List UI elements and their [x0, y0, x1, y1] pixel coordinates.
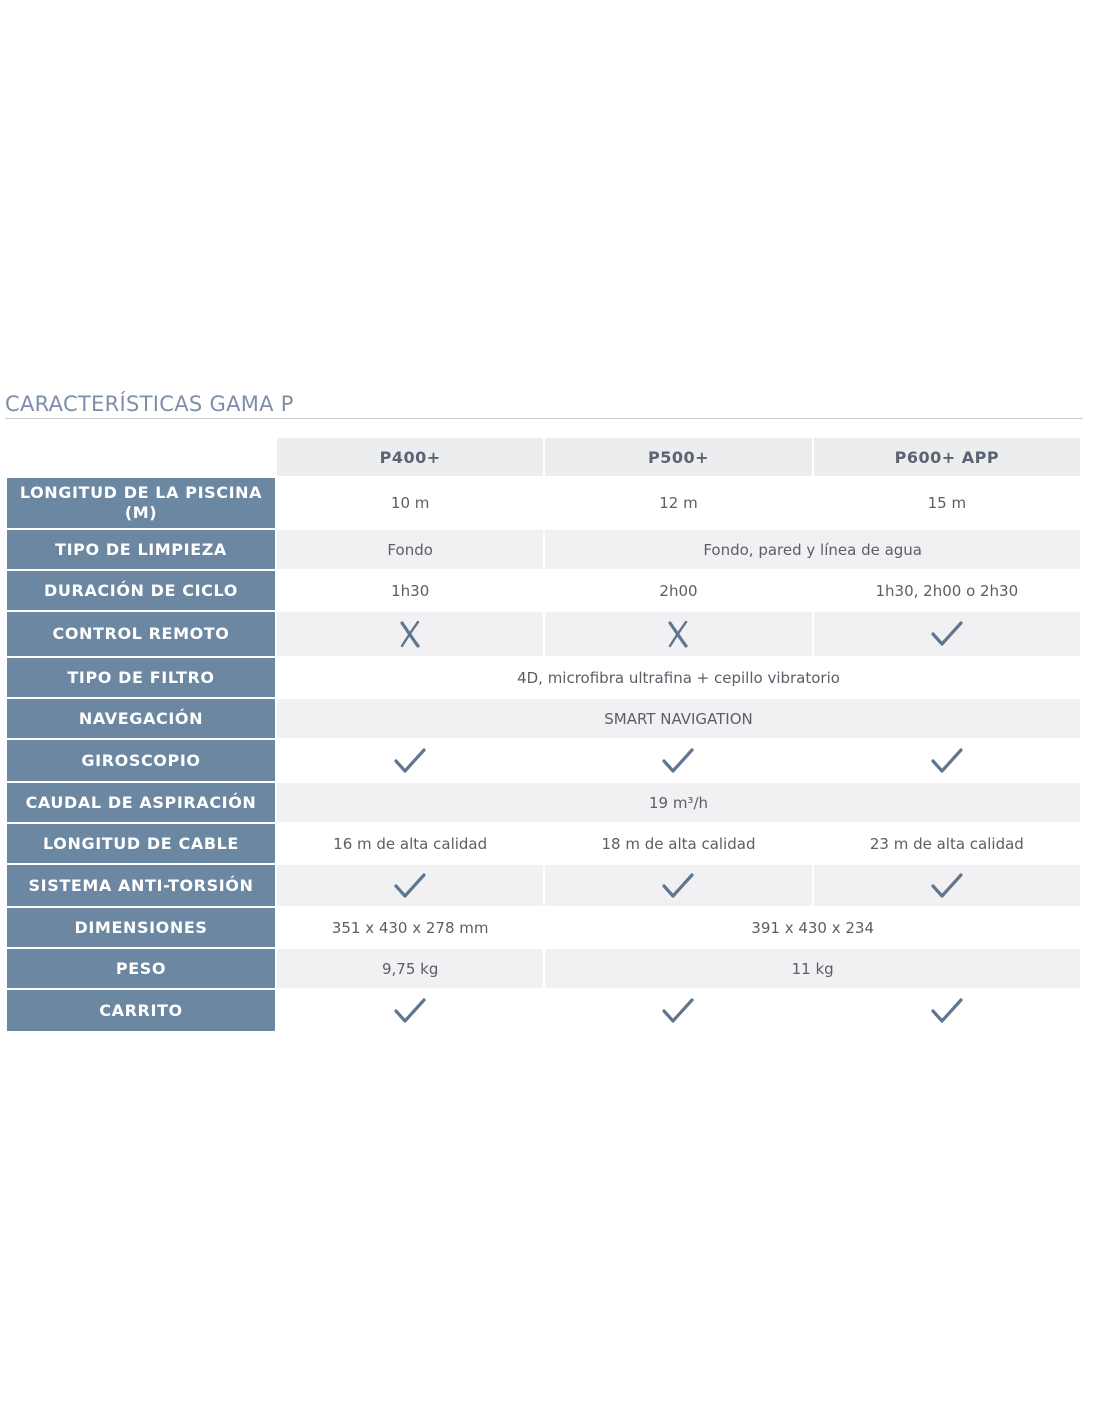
model-p400: P400+ [277, 438, 543, 476]
cell-peso-p500-p600: 11 kg [545, 949, 1080, 988]
cell-longitud-cable-p400: 16 m de alta calidad [277, 824, 543, 863]
table-row [7, 740, 1080, 781]
cross-icon [397, 619, 423, 649]
table-row [7, 908, 1080, 947]
page-title: CARACTERÍSTICAS GAMA P [5, 392, 294, 416]
cell-longitud-piscina-p600: 15 m [814, 478, 1080, 528]
row-label-duracion-ciclo: DURACIÓN DE CICLO [7, 571, 275, 610]
cell-control-remoto-p600 [814, 612, 1080, 656]
cell-duracion-ciclo-p600: 1h30, 2h00 o 2h30 [814, 571, 1080, 610]
cell-longitud-piscina-p500: 12 m [545, 478, 811, 528]
table-row [7, 658, 1080, 697]
cell-anti-torsion-p600 [814, 865, 1080, 906]
cell-giroscopio-p400 [277, 740, 543, 781]
cell-tipo-filtro-all: 4D, microfibra ultrafina + cepillo vibratorio [277, 658, 1080, 697]
cell-dimensiones-p400: 351 x 430 x 278 mm [277, 908, 543, 947]
model-p600-app: P600+ APP [814, 438, 1080, 476]
check-icon [394, 872, 426, 900]
cell-longitud-cable-p500: 18 m de alta calidad [545, 824, 811, 863]
row-label-tipo-filtro: TIPO DE FILTRO [7, 658, 275, 697]
model-p500: P500+ [545, 438, 811, 476]
table-row [7, 571, 1080, 610]
row-label-peso: PESO [7, 949, 275, 988]
cross-icon [665, 619, 691, 649]
cell-anti-torsion-p500 [545, 865, 811, 906]
check-icon [662, 997, 694, 1025]
table-row [7, 990, 1080, 1031]
row-label-tipo-limpieza: TIPO DE LIMPIEZA [7, 530, 275, 569]
table-row [7, 478, 1080, 528]
cell-tipo-limpieza-p400: Fondo [277, 530, 543, 569]
cell-duracion-ciclo-p500: 2h00 [545, 571, 811, 610]
cell-carrito-p600 [814, 990, 1080, 1031]
row-label-longitud-piscina: LONGITUD DE LA PISCINA (M) [7, 478, 275, 528]
table-row [7, 824, 1080, 863]
row-label-caudal: CAUDAL DE ASPIRACIÓN [7, 783, 275, 822]
title-divider [5, 418, 1083, 419]
cell-control-remoto-p400 [277, 612, 543, 656]
cell-peso-p400: 9,75 kg [277, 949, 543, 988]
table-row [7, 699, 1080, 738]
cell-duracion-ciclo-p400: 1h30 [277, 571, 543, 610]
table-row [7, 783, 1080, 822]
check-icon [931, 747, 963, 775]
cell-carrito-p500 [545, 990, 811, 1031]
row-label-giroscopio: GIROSCOPIO [7, 740, 275, 781]
row-label-navegacion: NAVEGACIÓN [7, 699, 275, 738]
row-label-longitud-cable: LONGITUD DE CABLE [7, 824, 275, 863]
cell-control-remoto-p500 [545, 612, 811, 656]
cell-anti-torsion-p400 [277, 865, 543, 906]
check-icon [931, 620, 963, 648]
check-icon [394, 747, 426, 775]
cell-navegacion-all: SMART NAVIGATION [277, 699, 1080, 738]
check-icon [662, 747, 694, 775]
check-icon [662, 872, 694, 900]
corner-cell [7, 438, 275, 476]
check-icon [931, 872, 963, 900]
cell-caudal-all: 19 m³/h [277, 783, 1080, 822]
header-row [7, 438, 1080, 476]
cell-longitud-piscina-p400: 10 m [277, 478, 543, 528]
table-row [7, 865, 1080, 906]
cell-giroscopio-p500 [545, 740, 811, 781]
check-icon [931, 997, 963, 1025]
row-label-carrito: CARRITO [7, 990, 275, 1031]
spec-table [5, 436, 1082, 1033]
table-row [7, 612, 1080, 656]
row-label-dimensiones: DIMENSIONES [7, 908, 275, 947]
cell-dimensiones-p500-p600: 391 x 430 x 234 [545, 908, 1080, 947]
cell-longitud-cable-p600: 23 m de alta calidad [814, 824, 1080, 863]
row-label-control-remoto: CONTROL REMOTO [7, 612, 275, 656]
row-label-anti-torsion: SISTEMA ANTI-TORSIÓN [7, 865, 275, 906]
cell-carrito-p400 [277, 990, 543, 1031]
table-row [7, 949, 1080, 988]
cell-tipo-limpieza-p500-p600: Fondo, pared y línea de agua [545, 530, 1080, 569]
check-icon [394, 997, 426, 1025]
table-row [7, 530, 1080, 569]
cell-giroscopio-p600 [814, 740, 1080, 781]
